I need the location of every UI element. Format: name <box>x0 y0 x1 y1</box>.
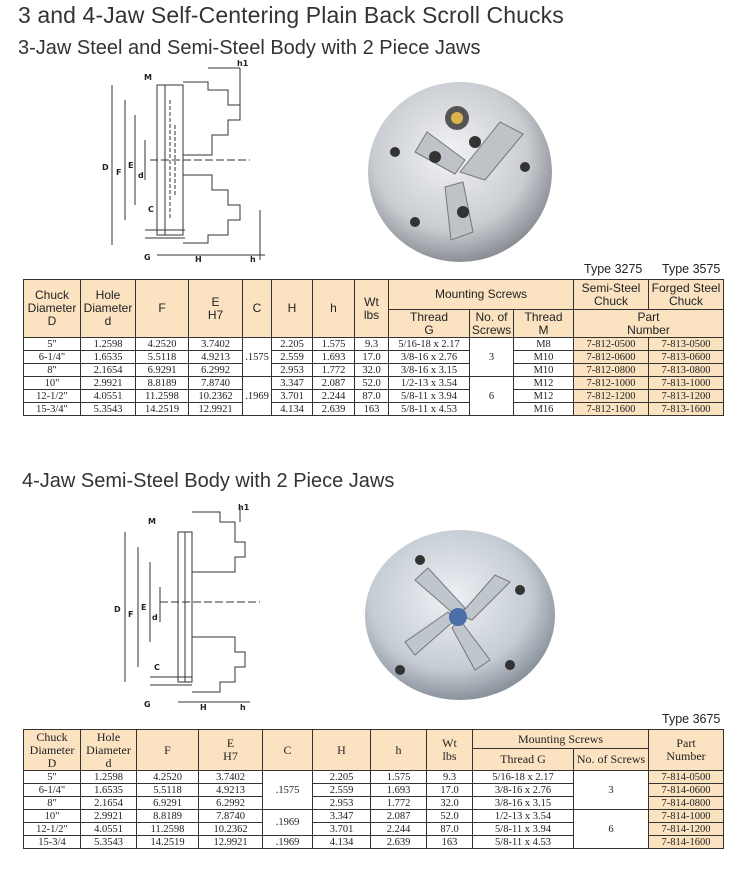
col-hole-diameter: Hole Diameter d <box>81 280 136 338</box>
col-h: h <box>313 280 355 338</box>
col-forged-steel: Forged Steel Chuck <box>649 280 724 310</box>
dim-M-label: M <box>144 73 152 82</box>
dim-M-label: M <box>148 517 156 526</box>
col-thread-g: Thread G <box>473 749 574 771</box>
dim-d-label: d <box>138 171 144 180</box>
table-row: 10" 2.9921 8.8189 7.8740 .1969 3.347 2.087 52.0 1/2-13 x 3.54 6 M12 7-812-1000 7-813-1000 <box>24 377 724 390</box>
table-row: 12-1/2" 4.0551 11.2598 10.2362 3.701 2.244 87.0 5/8-11 x 3.94 7-814-1200 <box>24 823 724 836</box>
dim-h1-label: h1 <box>237 60 249 68</box>
dim-C-label: C <box>148 205 154 214</box>
table-row: 12-1/2" 4.0551 11.2598 10.2362 3.701 2.244 87.0 5/8-11 x 3.94 M12 7-812-1200 7-813-1200 <box>24 390 724 403</box>
dim-h-label: h <box>240 703 246 712</box>
col-wt: Wt lbs <box>355 280 389 338</box>
col-mounting-screws: Mounting Screws <box>389 280 574 310</box>
col-thread-m: Thread M <box>514 310 574 338</box>
col-hole-diameter: Hole Diameter d <box>81 730 137 771</box>
table-row: 5" 1.2598 4.2520 3.7402 .1575 2.205 1.575 9.3 5/16-18 x 2.17 3 7-814-0500 <box>24 771 724 784</box>
col-chuck-diameter: Chuck Diameter D <box>24 280 81 338</box>
col-no-screws: No. of Screws <box>574 749 649 771</box>
section2-title: 4-Jaw Semi-Steel Body with 2 Piece Jaws <box>22 470 395 492</box>
table-row: 10" 2.9921 8.8189 7.8740 .1969 3.347 2.087 52.0 1/2-13 x 3.54 6 7-814-1000 <box>24 810 724 823</box>
dim-G-label: G <box>144 700 151 709</box>
col-H: H <box>313 730 371 771</box>
spec-table-4-jaw <box>23 729 724 849</box>
chuck-4-jaw-drawing <box>100 502 280 712</box>
dim-H-label: H <box>195 255 202 264</box>
col-chuck-diameter: Chuck Diameter D <box>24 730 81 771</box>
table-row: 5" 1.2598 4.2520 3.7402 .1575 2.205 1.575 9.3 5/16-18 x 2.17 3 M8 7-812-0500 7-813-0500 <box>24 338 724 351</box>
table-row: 8" 2.1654 6.9291 6.2992 2.953 1.772 32.0 3/8-16 x 3.15 7-814-0800 <box>24 797 724 810</box>
col-C: C <box>243 280 272 338</box>
dim-d-label: d <box>152 613 158 622</box>
dim-D-label: D <box>114 605 121 614</box>
col-semi-steel: Semi-Steel Chuck <box>574 280 649 310</box>
type-3575-label: Type 3575 <box>662 262 721 276</box>
table-row: 6-1/4" 1.6535 5.5118 4.9213 2.559 1.693 17.0 3/8-16 x 2.76 7-814-0600 <box>24 784 724 797</box>
dim-D-label: D <box>102 163 109 172</box>
section1-title: 3-Jaw Steel and Semi-Steel Body with 2 Piece Jaws <box>18 37 481 59</box>
table-row: 15-3/4" 5.3543 14.2519 12.9921 4.134 2.639 163 5/8-11 x 4.53 M16 7-812-1600 7-813-1600 <box>24 403 724 416</box>
col-h: h <box>371 730 427 771</box>
col-wt: Wt lbs <box>427 730 473 771</box>
table-row: 15-3/4 5.3543 14.2519 12.9921 .1969 4.134 2.639 163 5/8-11 x 4.53 7-814-1600 <box>24 836 724 849</box>
dim-H-label: H <box>200 703 207 712</box>
dim-C-label: C <box>154 663 160 672</box>
col-part-number: Part Number <box>574 310 724 338</box>
page-title: 3 and 4-Jaw Self-Centering Plain Back Scroll Chucks <box>18 2 564 28</box>
dim-E-label: E <box>128 161 134 170</box>
dim-h1-label: h1 <box>238 503 250 512</box>
type-3675-label: Type 3675 <box>662 712 721 726</box>
type-3275-label: Type 3275 <box>584 262 643 276</box>
col-no-screws: No. of Screws <box>470 310 514 338</box>
col-E: E H7 <box>189 280 243 338</box>
table-row: 8" 2.1654 6.9291 6.2992 2.953 1.772 32.0 3/8-16 x 3.15 M10 7-812-0800 7-813-0800 <box>24 364 724 377</box>
spec-table-3-jaw <box>23 279 724 416</box>
dim-F-label: F <box>116 168 122 177</box>
table-row: 6-1/4" 1.6535 5.5118 4.9213 2.559 1.693 17.0 3/8-16 x 2.76 M10 7-812-0600 7-813-0600 <box>24 351 724 364</box>
dim-G-label: G <box>144 253 151 262</box>
chuck-3-jaw-photo <box>355 62 565 272</box>
col-thread-g: Thread G <box>389 310 470 338</box>
col-F: F <box>137 730 199 771</box>
col-mounting-screws: Mounting Screws <box>473 730 649 749</box>
col-C: C <box>263 730 313 771</box>
dim-h-label: h <box>250 255 256 264</box>
chuck-3-jaw-drawing <box>100 60 280 270</box>
col-part-number: Part Number <box>649 730 724 771</box>
col-H: H <box>272 280 313 338</box>
col-F: F <box>136 280 189 338</box>
dim-E-label: E <box>141 603 147 612</box>
dim-F-label: F <box>128 610 134 619</box>
chuck-4-jaw-photo <box>360 520 560 705</box>
col-E: E H7 <box>199 730 263 771</box>
